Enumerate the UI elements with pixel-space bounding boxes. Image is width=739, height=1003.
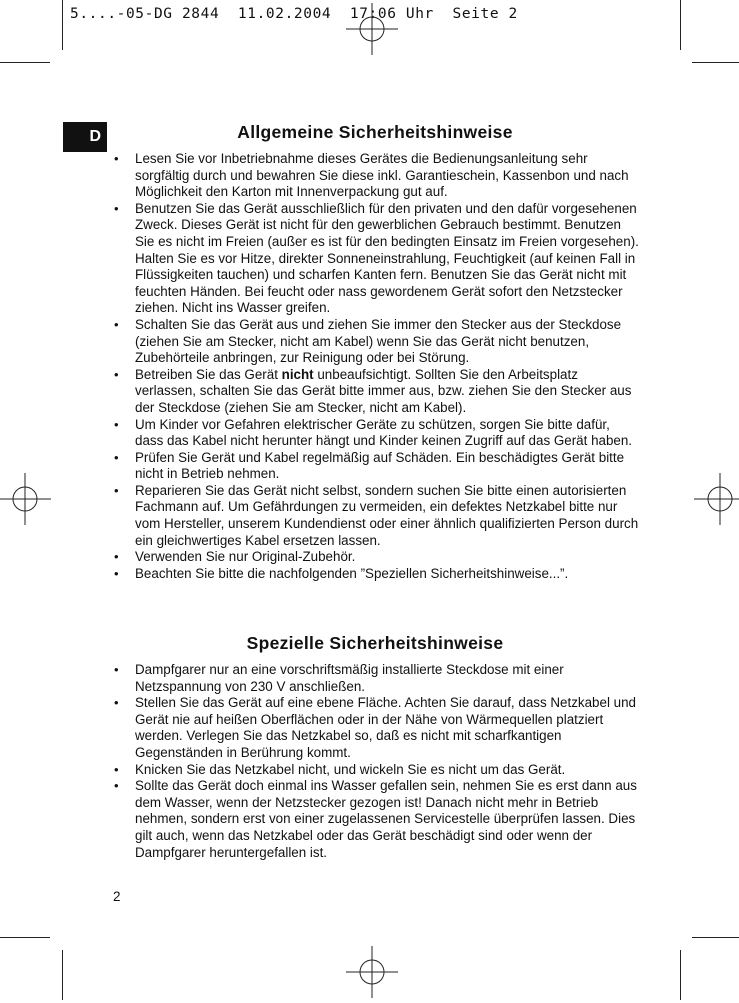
crop-mark-bottom-left-vertical (62, 950, 63, 1000)
list-item: • Stellen Sie das Gerät auf eine ebene Fläche. Achten Sie darauf, dass Netzkabel und Gerät nie auf heißen Oberflächen oder in der Nähe von Wärmequellen platziert werden. Verlegen Sie das Netzkabel so, daß es nicht mit scharfkantigen Gegenständen in Berührung kommt. (112, 695, 640, 761)
crop-mark-bottom-left-horizontal (0, 937, 50, 938)
list-item: • Lesen Sie vor Inbetriebnahme dieses Gerätes die Bedienungsanleitung sehr sorgfältig durch und bewahren Sie diese inkl. Garantieschein, Kassenbon und nach Möglichkeit den Karton mit Innenverpackung gut auf. (112, 151, 640, 201)
crop-mark-top-left-horizontal (0, 62, 50, 63)
print-slug-line: 5....-05-DG 2844 11.02.2004 17:06 Uhr Seite 2 (70, 6, 518, 22)
crop-mark-bottom-right-horizontal (692, 937, 739, 938)
registration-mark-top-icon (346, 3, 398, 55)
list-item: • Um Kinder vor Gefahren elektrischer Geräte zu schützen, sorgen Sie bitte dafür, dass das Kabel nicht herunter hängt und Kinder keinen Zugriff auf das Gerät haben. (112, 417, 640, 450)
special-safety-list (112, 662, 640, 861)
list-item: • Beachten Sie bitte die nachfolgenden ”Speziellen Sicherheitshinweise...”. (112, 566, 640, 583)
list-item: • Knicken Sie das Netzkabel nicht, und wickeln Sie es nicht um das Gerät. (112, 762, 640, 779)
page-number: 2 (113, 889, 121, 904)
list-item: • Benutzen Sie das Gerät ausschließlich für den privaten und den dafür vorgesehenen Zweck. Dieses Gerät ist nicht für den gewerblichen Gebrauch bestimmt. Benutzen Sie es nicht im Freien (außer es ist für den bedingten Einsatz im Freien vorgesehen). Halten Sie es vor Hitze, direkter Sonneneinstrahlung, Feuchtigkeit (auf keinen Fall in Flüssigkeiten tauchen) und scharfen Kanten fern. Benutzen Sie das Gerät nicht mit feuchten Händen. Bei feucht oder nass gewordenem Gerät sofort den Netzstecker ziehen. Nicht ins Wasser greifen. (112, 201, 640, 317)
crop-mark-bottom-right-vertical (680, 950, 681, 1000)
general-safety-list (112, 151, 640, 582)
list-item: • Verwenden Sie nur Original-Zubehör. (112, 549, 640, 566)
list-item: • Dampfgarer nur an eine vorschriftsmäßig installierte Steckdose mit einer Netzspannung von 230 V anschließen. (112, 662, 640, 695)
crop-mark-top-left-vertical (62, 0, 63, 50)
list-item: • Schalten Sie das Gerät aus und ziehen Sie immer den Stecker aus der Steckdose (ziehen Sie am Stecker, nicht am Kabel) wenn Sie das Gerät nicht benutzen, Zubehörteile anbringen, zur Reinigung oder bei Störung. (112, 317, 640, 367)
list-item: • Betreiben Sie das Gerät nicht unbeaufsichtigt. Sollten Sie den Arbeitsplatz verlassen, schalten Sie das Gerät bitte immer aus, bzw. ziehen Sie den Stecker aus der Steckdose (ziehen Sie am Stecker, nicht am Kabel). (112, 367, 640, 417)
language-tab: D (63, 122, 107, 152)
list-item: • Prüfen Sie Gerät und Kabel regelmäßig auf Schäden. Ein beschädigtes Gerät bitte nicht in Betrieb nehmen. (112, 450, 640, 483)
special-safety-heading: Spezielle Sicherheitshinweise (246, 633, 504, 653)
registration-mark-left-icon (0, 473, 51, 525)
registration-mark-right-icon (694, 473, 739, 525)
registration-mark-bottom-icon (346, 946, 398, 998)
crop-mark-top-right-vertical (680, 0, 681, 50)
list-item: • Sollte das Gerät doch einmal ins Wasser gefallen sein, nehmen Sie es erst dann aus dem Wasser, wenn der Netzstecker gezogen ist! Danach nicht mehr in Betrieb nehmen, sondern erst von einer zugelassenen Servicestelle überprüfen lassen. Dies gilt auch, wenn das Netzkabel oder das Gerät beschädigt sind oder wenn der Dampfgarer heruntergefallen ist. (112, 778, 640, 861)
crop-mark-top-right-horizontal (692, 62, 739, 63)
general-safety-heading: Allgemeine Sicherheitshinweise (237, 122, 513, 142)
list-item: • Reparieren Sie das Gerät nicht selbst, sondern suchen Sie bitte einen autorisierten Fachmann auf. Um Gefährdungen zu vermeiden, ein defektes Netzkabel bitte nur vom Hersteller, unserem Kundendienst oder einer ähnlich qualifizierten Person durch ein gleichwertiges Kabel ersetzen lassen. (112, 483, 640, 549)
